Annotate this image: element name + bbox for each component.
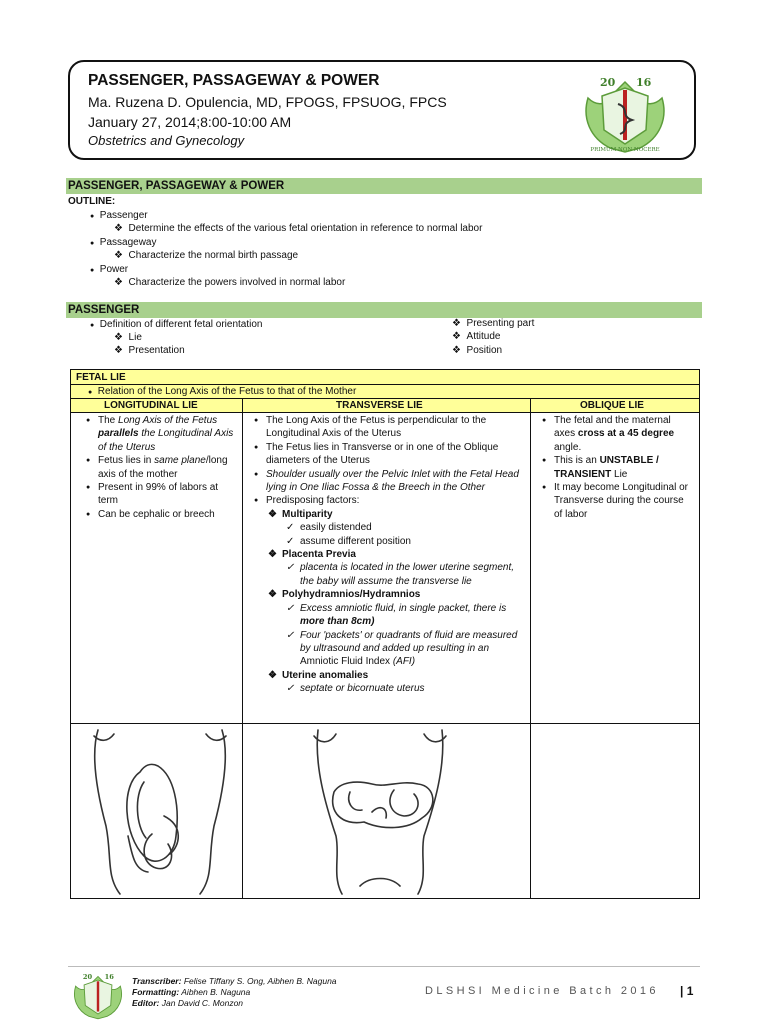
outline-item-passenger: ● Passenger xyxy=(90,210,148,221)
table-relation: ● Relation of the Long Axis of the Fetus to that of the Mother xyxy=(88,386,357,397)
orientation-position: ❖ Position xyxy=(452,345,503,356)
orientation-presenting-part: ❖ Presenting part xyxy=(452,318,535,329)
page-number: | 1 xyxy=(680,984,694,998)
doc-title: PASSENGER, PASSAGEWAY & POWER xyxy=(88,72,380,89)
longitudinal-content: ● The Long Axis of the Fetus parallels the Longitudinal Axis of the Uterus ● Fetus lies in same plane/long axis of the mother ● Present in 99% of labors at term ● Can be cephalic or breech xyxy=(86,414,236,521)
transverse-content: ● The Long Axis of the Fetus is perpendicular to the Longitudinal Axis of the Uterus ● The Fetus lies in Transverse or in one of the Oblique diameters of the Uterus ● Shoulder usually over the Pelvic Inlet with the Fetal Head lying in One Iliac Fossa & the Breech in the Other ● Predisposing factors: ❖ Multiparity ✓ easily distended ✓ assume different position ❖ Placenta Previa ✓ placenta is located in the lower uterine segment, the baby will assume the transverse lie ❖ Polyhydramnios/Hydramnios ✓ Excess amniotic fluid, in single packet, there is more than 8cm) ✓ Four 'packets' or quadrants of fluid are measured by ultrasound and added up resulting in an Amniotic Fluid Index (AFI) ❖ Uterine anomalies ✓ septate or bicornuate uterus xyxy=(254,414,524,696)
svg-text:20: 20 xyxy=(82,972,93,981)
section-heading-passenger: PASSENGER xyxy=(66,302,702,318)
col-head-transverse: TRANSVERSE LIE xyxy=(336,400,423,411)
outline-sub-passageway: ❖ Characterize the normal birth passage xyxy=(114,250,299,261)
orientation-presentation: ❖ Presentation xyxy=(114,345,185,356)
orientation-lie: ❖ Lie xyxy=(114,332,142,343)
header-box xyxy=(68,60,696,160)
orientation-attitude: ❖ Attitude xyxy=(452,331,501,342)
credit-transcriber: Transcriber: Felise Tiffany S. Ong, Aibhen B. Naguna xyxy=(132,976,337,986)
outline-sub-power: ❖ Characterize the powers involved in normal labor xyxy=(114,277,346,288)
footer-divider xyxy=(68,966,700,967)
footer-batch: DLSHSI Medicine Batch 2016 xyxy=(425,985,659,997)
oblique-content: ● The fetal and the maternal axes cross at a 45 degree angle. ● This is an UNSTABLE / TRANSIENT Lie ● It may become Longitudinal or Transverse during the course of labor xyxy=(542,414,694,521)
svg-text:PRIMUM NON NOCERE: PRIMUM NON NOCERE xyxy=(590,147,660,153)
table-title: FETAL LIE xyxy=(76,372,126,383)
course-name: Obstetrics and Gynecology xyxy=(88,133,245,148)
footer-logo xyxy=(70,968,126,1020)
lecture-date: January 27, 2014;8:00-10:00 AM xyxy=(88,114,292,130)
outline-sub-passenger: ❖ Determine the effects of the various fetal orientation in reference to normal labor xyxy=(114,223,483,234)
lecturer: Ma. Ruzena D. Opulencia, MD, FPOGS, FPSUOG, FPCS xyxy=(88,94,447,110)
longitudinal-lie-illustration xyxy=(80,726,240,896)
credit-formatting: Formatting: Aibhen B. Naguna xyxy=(132,987,251,997)
outline-item-power: ● Power xyxy=(90,264,129,275)
credit-editor: Editor: Jan David C. Monzon xyxy=(132,998,244,1008)
outline-item-passageway: ● Passageway xyxy=(90,237,157,248)
svg-text:16: 16 xyxy=(104,972,114,981)
col-head-longitudinal: LONGITUDINAL LIE xyxy=(104,400,198,411)
svg-text:16: 16 xyxy=(636,76,652,89)
svg-text:20: 20 xyxy=(600,76,616,89)
col-head-oblique: OBLIQUE LIE xyxy=(580,400,644,411)
passenger-definition: ● Definition of different fetal orientation xyxy=(90,319,263,330)
outline-label: OUTLINE: xyxy=(68,196,116,207)
transverse-lie-illustration xyxy=(290,726,470,896)
batch-logo xyxy=(580,68,670,154)
section-heading-overview: PASSENGER, PASSAGEWAY & POWER xyxy=(66,178,702,194)
